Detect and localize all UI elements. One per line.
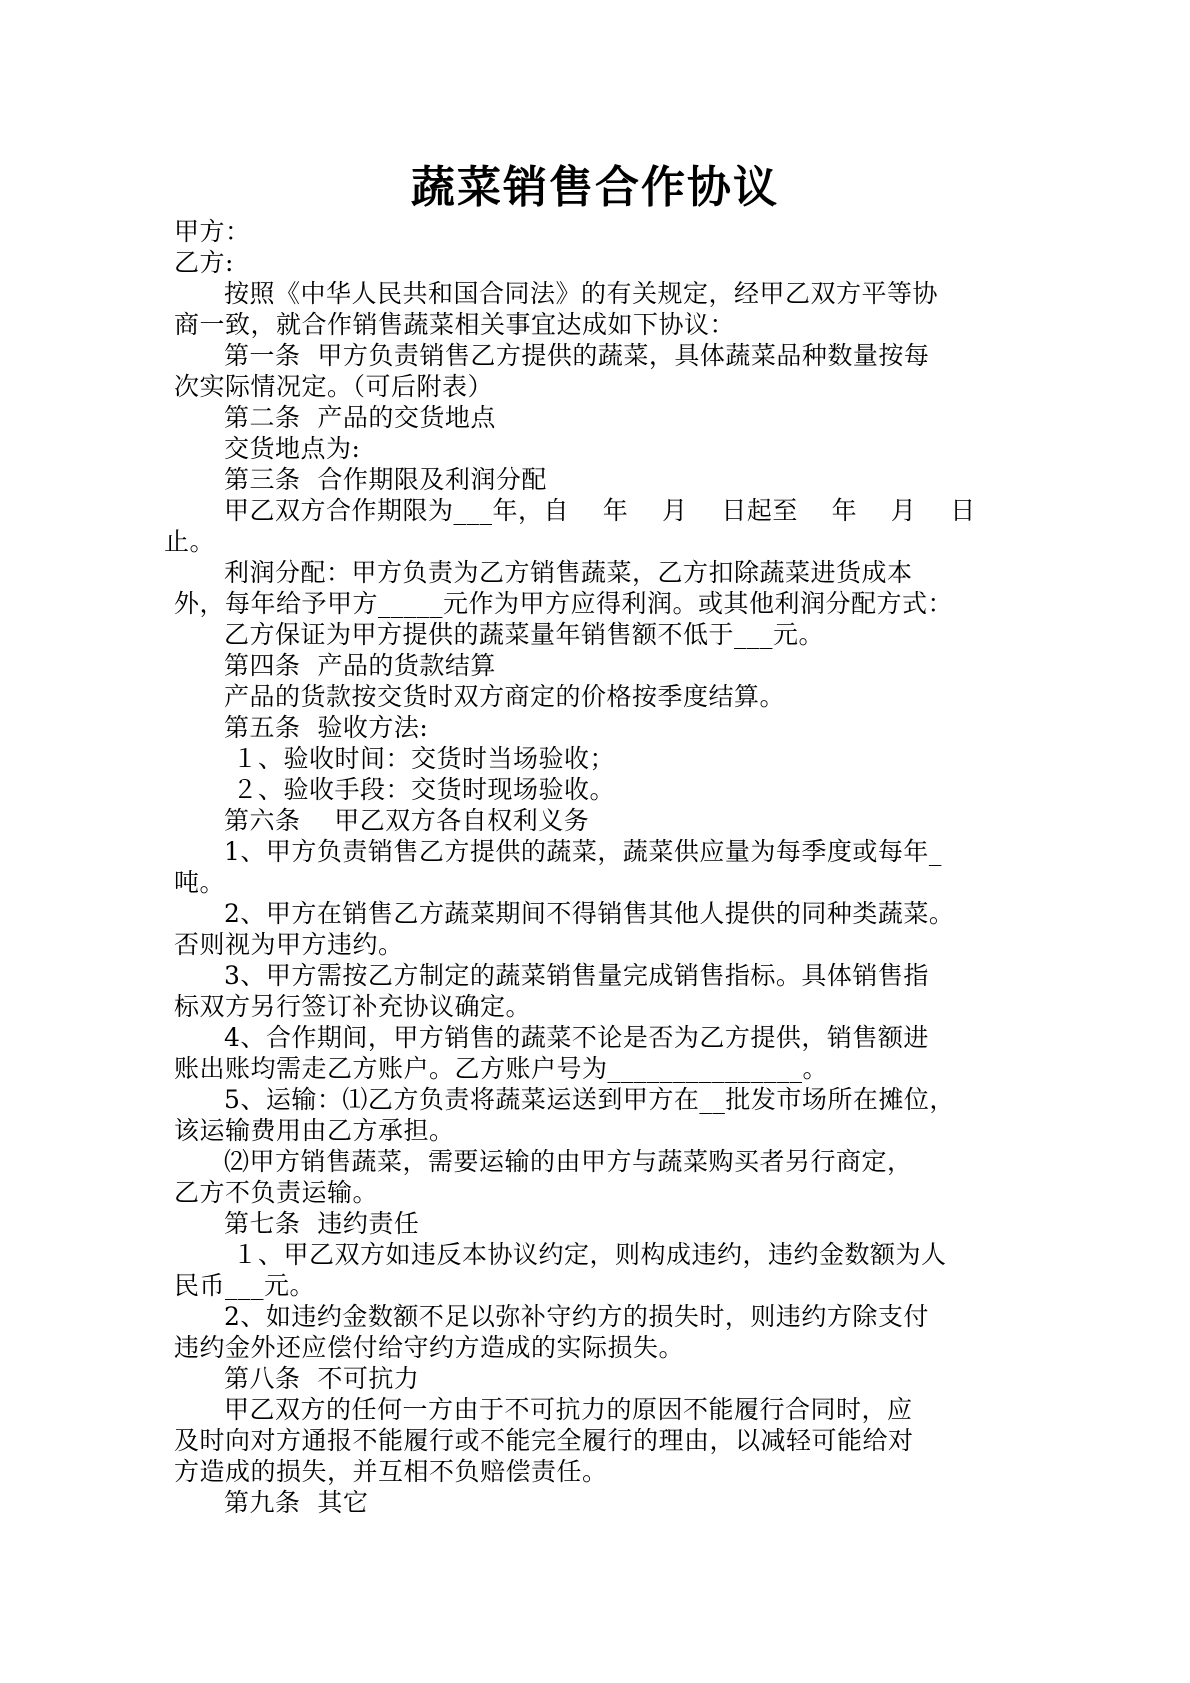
article-1-line-1: 第一条 甲方负责销售乙方提供的蔬菜，具体蔬菜品种数量按每 xyxy=(224,341,930,370)
party-a-line: 甲方： xyxy=(174,217,251,246)
article-4-heading: 第四条 产品的货款结算 xyxy=(224,651,496,680)
duty-2-line-1: 2、甲方在销售乙方蔬菜期间不得销售其他人提供的同种类蔬菜。 xyxy=(224,899,955,928)
breach-1-line-1: １、甲乙双方如违反本协议约定，则构成违约，违约金数额为人 xyxy=(224,1240,947,1269)
duty-4-line-1: 4、合作期间，甲方销售的蔬菜不论是否为乙方提供，销售额进 xyxy=(224,1023,929,1052)
preamble-line-1: 按照《中华人民共和国合同法》的有关规定，经甲乙双方平等协 xyxy=(224,279,939,308)
duty-3-line-1: 3、甲方需按乙方制定的蔬菜销售量完成销售指标。具体销售指 xyxy=(224,961,929,990)
term-line-2: 止。 xyxy=(164,527,216,556)
article-1-line-2: 次实际情况定。（可后附表） xyxy=(174,372,494,401)
profit-line-2: 外，每年给予甲方_____元作为甲方应得利润。或其他利润分配方式： xyxy=(174,589,954,618)
settlement-line: 产品的货款按交货时双方商定的价格按季度结算。 xyxy=(224,682,786,711)
document-title: 蔬菜销售合作协议 xyxy=(411,162,779,213)
sales-guarantee-line: 乙方保证为甲方提供的蔬菜量年销售额不低于___元。 xyxy=(224,620,825,649)
duty-5-line-2: 该运输费用由乙方承担。 xyxy=(174,1116,455,1145)
article-3-heading: 第三条 合作期限及利润分配 xyxy=(224,465,547,494)
force-majeure-line-1: 甲乙双方的任何一方由于不可抗力的原因不能履行合同时，应 xyxy=(224,1395,913,1424)
force-majeure-line-3: 方造成的损失，并互相不负赔偿责任。 xyxy=(174,1457,608,1486)
article-5-heading: 第五条 验收方法: xyxy=(224,713,429,742)
article-7-heading: 第七条 违约责任 xyxy=(224,1209,420,1238)
article-6-heading: 第六条 甲乙双方各自权利义务 xyxy=(224,806,590,835)
duty-5-line-1: 5、运输：⑴乙方负责将蔬菜运送到甲方在__批发市场所在摊位， xyxy=(224,1085,955,1114)
duty-5-line-4: 乙方不负责运输。 xyxy=(174,1178,379,1207)
profit-line-1: 利润分配：甲方负责为乙方销售蔬菜，乙方扣除蔬菜进货成本 xyxy=(224,558,913,587)
inspection-method-line: ２、验收手段：交货时现场验收。 xyxy=(224,775,615,804)
party-b-line: 乙方: xyxy=(174,248,234,277)
duty-2-line-2: 否则视为甲方违约。 xyxy=(174,930,404,959)
breach-2-line-2: 违约金外还应偿付给守约方造成的实际损失。 xyxy=(174,1333,685,1362)
article-9-heading: 第九条 其它 xyxy=(224,1488,369,1517)
delivery-place-line: 交货地点为: xyxy=(224,434,361,463)
duty-1-line-2: 吨。 xyxy=(174,868,226,897)
breach-1-line-2: 民币___元。 xyxy=(174,1271,316,1300)
duty-1-line-1: 1、甲方负责销售乙方提供的蔬菜，蔬菜供应量为每季度或每年_ xyxy=(224,837,942,866)
inspection-time-line: １、验收时间：交货时当场验收； xyxy=(224,744,615,773)
preamble-line-2: 商一致，就合作销售蔬菜相关事宜达成如下协议： xyxy=(174,310,736,339)
duty-4-line-2: 账出账均需走乙方账户。乙方账户号为_______________。 xyxy=(174,1054,829,1083)
duty-5-line-3: ⑵甲方销售蔬菜，需要运输的由甲方与蔬菜购买者另行商定， xyxy=(224,1147,913,1176)
force-majeure-line-2: 及时向对方通报不能履行或不能完全履行的理由，以减轻可能给对 xyxy=(174,1426,914,1455)
article-2-heading: 第二条 产品的交货地点 xyxy=(224,403,496,432)
duty-3-line-2: 标双方另行签订补充协议确定。 xyxy=(174,992,532,1021)
term-line-1: 甲乙双方合作期限为___年，自 年 月 日起至 年 月 日 xyxy=(224,496,976,525)
article-8-heading: 第八条 不可抗力 xyxy=(224,1364,420,1393)
breach-2-line-1: 2、如违约金数额不足以弥补守约方的损失时，则违约方除支付 xyxy=(224,1302,929,1331)
